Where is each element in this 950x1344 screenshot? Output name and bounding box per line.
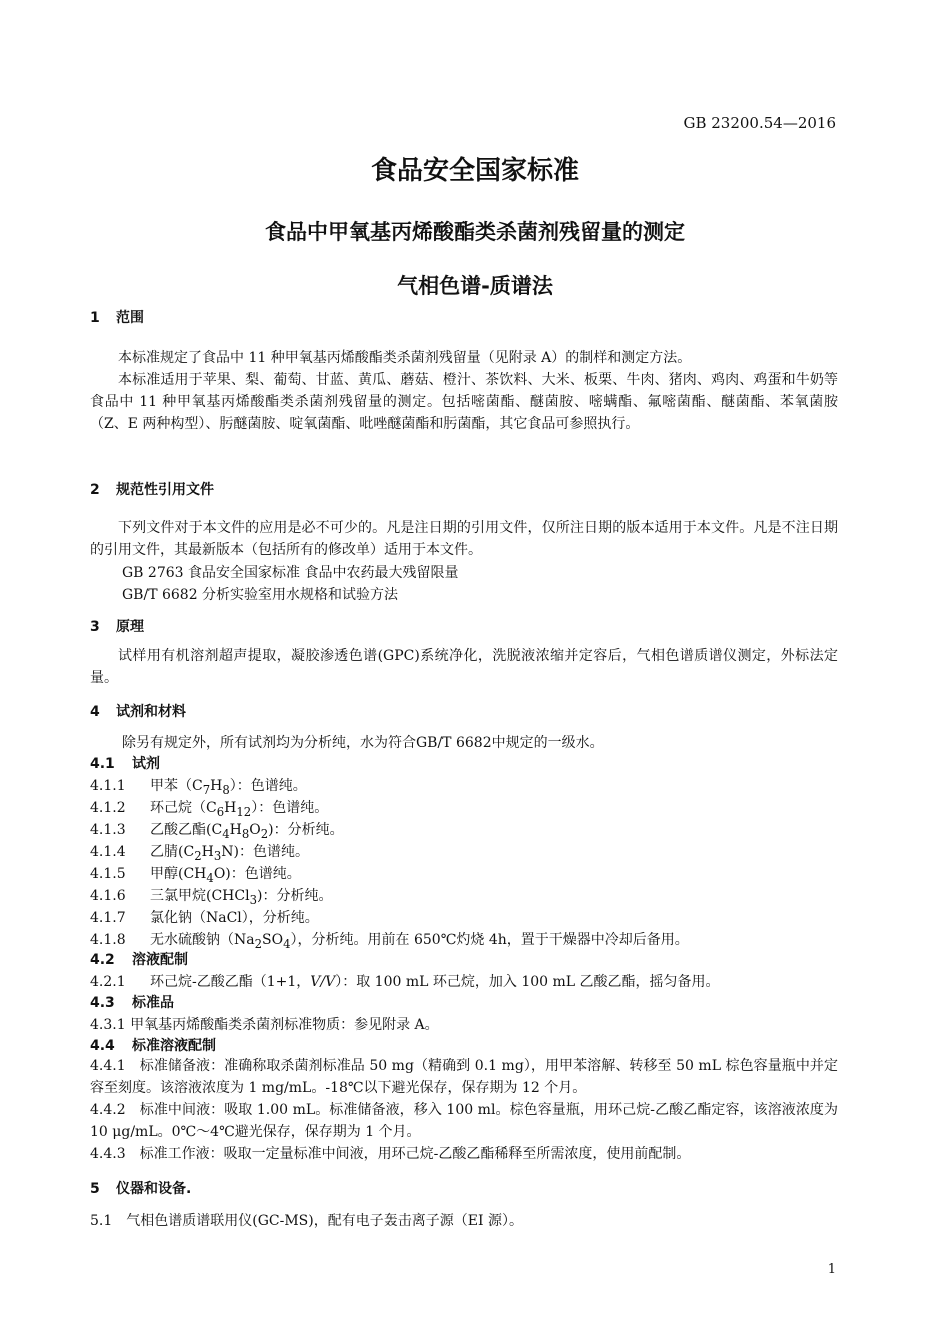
section-5-heading [90, 1178, 191, 1198]
item-text: V/V [310, 974, 336, 990]
reagent-item [90, 885, 332, 907]
standard-code: GB 23200.54—2016 [683, 114, 836, 132]
subsection-number: 4.1 [90, 756, 115, 772]
page-title: 食品安全国家标准 [370, 156, 579, 186]
item-text: 甲醇(CH [150, 866, 207, 882]
subsection-4-2-heading [90, 949, 188, 969]
standard-solution-item: 4.4.2 标准中间液：吸取 1.00 mL。标准储备液，移入 100 ml。棕色容量瓶，用环己烷-乙酸乙酯定容，该溶液浓度为 10 μg/mL。0℃～4℃避光保存，保存期为 1 个月。 [90, 1102, 838, 1140]
item-text: 环己烷（C [150, 800, 217, 816]
subscript: 2 [254, 936, 263, 951]
item-number: 4.1.8 [90, 932, 126, 948]
item-text: 三氯甲烷(CHCl [150, 888, 250, 904]
subscript: 12 [236, 804, 252, 819]
item-text: 环己烷-乙酸乙酯（1+1， [150, 974, 311, 990]
reference-2: GB/T 6682 分析实验室用水规格和试验方法 [122, 587, 399, 603]
item-number: 4.1.5 [90, 866, 126, 882]
item-text: H [229, 822, 242, 838]
section-number: 2 [90, 482, 100, 498]
section-title: 仪器和设备. [116, 1181, 192, 1197]
reagent-item [90, 907, 319, 927]
item-number: 4.1.2 [90, 800, 126, 816]
item-text: ）：色谱纯。 [229, 778, 307, 794]
subsection-number: 4.3 [90, 995, 115, 1011]
subsection-title: 试剂 [132, 756, 160, 772]
section-number: 1 [90, 310, 100, 326]
item-text: ）：取 100 mL 环己烷，加入 100 mL 乙酸乙酯，摇匀备用。 [335, 974, 720, 990]
reagent-item [90, 797, 328, 819]
section-title: 范围 [116, 310, 144, 326]
reagent-item [90, 929, 689, 951]
item-text: SO [262, 932, 284, 948]
item-text: 氯化钠（NaCl），分析纯。 [150, 910, 319, 926]
item-text: )：分析纯。 [268, 822, 344, 838]
item-number: 4.1.4 [90, 844, 126, 860]
reagent-item [90, 863, 301, 885]
subscript: 3 [213, 848, 222, 863]
item-number: 4.1.1 [90, 778, 126, 794]
reference-1: GB 2763 食品安全国家标准 食品中农药最大残留限量 [122, 565, 459, 581]
section-number: 4 [90, 704, 100, 720]
section-title: 规范性引用文件 [116, 482, 214, 498]
subsection-title: 标准品 [132, 995, 174, 1011]
section-3-heading [90, 616, 144, 636]
item-text: N)：色谱纯。 [221, 844, 309, 860]
item-text: O [249, 822, 261, 838]
item-text: H [210, 778, 223, 794]
section-1-heading [90, 307, 144, 327]
item-text: 乙腈(C [150, 844, 195, 860]
subsection-title: 标准溶液配制 [132, 1038, 216, 1054]
item-text: 乙酸乙酯(C [150, 822, 223, 838]
item-text: )：分析纯。 [257, 888, 333, 904]
subsection-number: 4.2 [90, 952, 115, 968]
item-text: 无水硫酸钠（Na [150, 932, 255, 948]
subsection-4-4-heading [90, 1035, 216, 1055]
section-2-para-1: 下列文件对于本文件的应用是必不可少的。凡是注日期的引用文件，仅所注日期的版本适用于本文件。凡是不注日期的引用文件，其最新版本（包括所有的修改单）适用于本文件。 [90, 520, 838, 558]
standard-solution-item: 4.4.3 标准工作液：吸取一定量标准中间液，用环己烷-乙酸乙酯稀释至所需浓度，使用前配制。 [90, 1146, 691, 1162]
item-number: 4.1.3 [90, 822, 126, 838]
subscript: 6 [216, 804, 225, 819]
section-2-heading [90, 479, 214, 499]
subsection-4-1-heading [90, 753, 160, 773]
item-text: H [201, 844, 214, 860]
subscript: 2 [194, 848, 202, 863]
page-number: 1 [827, 1262, 836, 1277]
item-number: 4.2.1 [90, 974, 126, 990]
section-4-heading [90, 701, 186, 721]
item-text: 甲苯（C [150, 778, 203, 794]
reagent-item [90, 841, 309, 863]
subscript: 2 [260, 826, 269, 841]
reagent-item [90, 819, 344, 841]
section-1-para-1: 本标准规定了食品中 11 种甲氧基丙烯酸酯类杀菌剂残留量（见附录 A）的制样和测定方法。 [118, 350, 692, 366]
subscript: 3 [249, 892, 257, 907]
subtitle-2: 气相色谱-质谱法 [397, 274, 553, 298]
section-1-para-2: 本标准适用于苹果、梨、葡萄、甘蓝、黄瓜、蘑菇、橙汁、茶饮料、大米、板栗、牛肉、猪肉、鸡肉、鸡蛋和牛奶等食品中 11 种甲氧基丙烯酸酯类杀菌剂残留量的测定。包括嘧菌酯、醚菌胺、嘧螨酯、氟嘧菌酯、醚菌酯、苯氧菌胺（Z、E 两种构型）、肟醚菌胺、啶氧菌酯、吡唑醚菌酯和肟菌酯，其它食品可参照执行。 [90, 372, 838, 432]
item-text: O)：色谱纯。 [213, 866, 301, 882]
subsection-title: 溶液配制 [132, 952, 188, 968]
subscript: 8 [222, 782, 230, 797]
reagent-item [90, 775, 307, 797]
section-title: 原理 [116, 619, 144, 635]
subscript: 4 [283, 936, 291, 951]
instrument-item: 5.1 气相色谱质谱联用仪(GC-MS)，配有电子轰击离子源（EI 源）。 [90, 1213, 523, 1229]
subscript: 4 [222, 826, 230, 841]
item-text: ）：色谱纯。 [251, 800, 329, 816]
subscript: 4 [206, 870, 214, 885]
subsection-4-3-heading [90, 992, 174, 1012]
item-number: 4.1.7 [90, 910, 126, 926]
solution-item [90, 971, 720, 991]
subtitle-1: 食品中甲氧基丙烯酸酯类杀菌剂残留量的测定 [265, 220, 685, 244]
subscript: 8 [241, 826, 250, 841]
section-number: 5 [90, 1181, 100, 1197]
subscript: 7 [202, 782, 211, 797]
item-text: H [224, 800, 237, 816]
section-title: 试剂和材料 [116, 704, 186, 720]
item-text: ），分析纯。用前在 650℃灼烧 4h，置于干燥器中冷却后备用。 [290, 932, 689, 948]
section-3-para-1: 试样用有机溶剂超声提取，凝胶渗透色谱(GPC)系统净化，洗脱液浓缩并定容后，气相色谱质谱仪测定，外标法定量。 [90, 648, 838, 686]
section-number: 3 [90, 619, 100, 635]
section-4-intro: 除另有规定外，所有试剂均为分析纯，水为符合GB/T 6682中规定的一级水。 [122, 735, 604, 751]
item-number: 4.1.6 [90, 888, 126, 904]
standard-solution-item: 4.4.1 标准储备液：准确称取杀菌剂标准品 50 mg（精确到 0.1 mg），用甲苯溶解、转移至 50 mL 棕色容量瓶中并定容至刻度。该溶液浓度为 1 mg/mL。-18℃以下避光保存，保存期为 12 个月。 [90, 1058, 838, 1096]
subsection-number: 4.4 [90, 1038, 115, 1054]
standard-item: 4.3.1 甲氧基丙烯酸酯类杀菌剂标准物质：参见附录 A。 [90, 1017, 439, 1033]
